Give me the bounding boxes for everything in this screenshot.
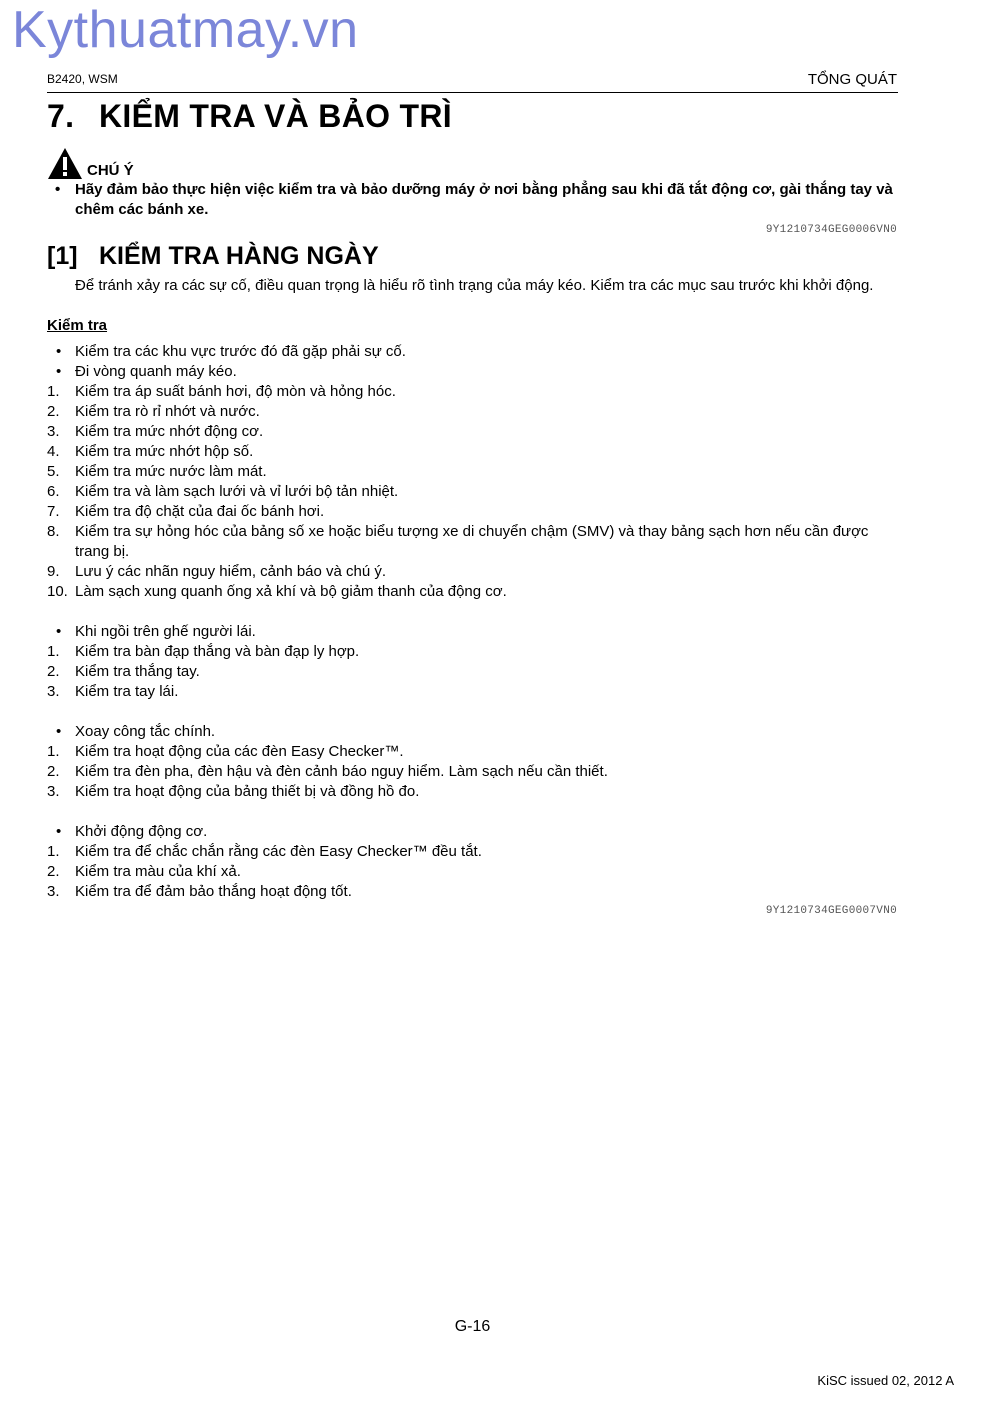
list-marker: 3. — [47, 883, 60, 900]
list-item-text: Kiểm tra hoạt động của bảng thiết bị và đồng hồ đo. — [75, 783, 420, 800]
list-item — [47, 662, 898, 682]
list-item — [47, 582, 898, 602]
section-number: [1] — [47, 242, 78, 270]
list-item — [47, 842, 898, 862]
header-rule — [47, 92, 898, 93]
list-marker: 1. — [47, 383, 60, 400]
list-marker: 2. — [47, 403, 60, 420]
list-marker: 3. — [47, 783, 60, 800]
list-item — [47, 362, 898, 382]
list-marker: 6. — [47, 483, 60, 500]
list-marker: 3. — [47, 423, 60, 440]
list-spacer — [47, 702, 898, 722]
title-text: KIỂM TRA VÀ BẢO TRÌ — [99, 98, 452, 134]
list-item-text: Kiểm tra màu của khí xả. — [75, 863, 241, 880]
list-item — [47, 482, 898, 502]
list-item — [47, 462, 898, 482]
list-item-text: Làm sạch xung quanh ống xả khí và bộ giảm thanh của động cơ. — [75, 583, 507, 600]
list-item-text: Kiểm tra để chắc chắn rằng các đèn Easy Checker™ đều tắt. — [75, 843, 482, 860]
page-number: G-16 — [454, 1318, 491, 1335]
page-title — [47, 98, 452, 135]
list-marker: 2. — [47, 763, 60, 780]
list-marker: 1. — [47, 843, 60, 860]
list-item — [47, 762, 898, 782]
caution-text — [47, 180, 898, 220]
section-title-text: KIỂM TRA HÀNG NGÀY — [99, 242, 379, 270]
list-item-text: Kiểm tra và làm sạch lưới và vỉ lưới bộ tản nhiệt. — [75, 483, 399, 500]
header-chapter: TỔNG QUÁT — [807, 71, 897, 88]
list-item-text: Kiểm tra để đảm bảo thắng hoạt động tốt. — [75, 883, 352, 900]
list-marker: 8. — [47, 523, 60, 540]
list-marker: 1. — [47, 643, 60, 660]
list-marker: • — [56, 823, 62, 840]
caution-text-body: Hãy đảm bảo thực hiện việc kiểm tra và bảo dưỡng máy ở nơi bằng phẳng sau khi đã tắt động cơ, gài thắng tay và chêm các bánh xe. — [75, 181, 893, 218]
list-item-text: Kiểm tra rò rỉ nhớt và nước. — [75, 403, 260, 420]
list-item-text: Đi vòng quanh máy kéo. — [75, 363, 237, 380]
list-item-text: Kiểm tra các khu vực trước đó đã gặp phải sự cố. — [75, 343, 406, 360]
list-item — [47, 722, 898, 742]
title-number: 7. — [47, 98, 75, 134]
list-item — [47, 522, 898, 562]
subheading-check: Kiểm tra — [47, 317, 108, 334]
check-list — [47, 342, 898, 902]
list-item — [47, 622, 898, 642]
list-item — [47, 822, 898, 842]
list-item-text: Kiểm tra sự hỏng hóc của bảng số xe hoặc biểu tượng xe di chuyển chậm (SMV) và thay bảng sạch hơn nếu cần được trang bị. — [75, 523, 869, 560]
caution-bullet: • — [55, 181, 61, 198]
list-marker: 10. — [47, 583, 68, 600]
list-item-text: Kiểm tra hoạt động của các đèn Easy Checker™. — [75, 743, 404, 760]
header-model: B2420, WSM — [47, 72, 118, 86]
list-item — [47, 562, 898, 582]
list-item — [47, 882, 898, 902]
list-item-text: Kiểm tra bàn đạp thắng và bàn đạp ly hợp. — [75, 643, 360, 660]
list-marker: • — [56, 363, 62, 380]
list-item — [47, 342, 898, 362]
issue-info: KiSC issued 02, 2012 A — [817, 1373, 954, 1388]
caution-doc-code: 9Y1210734GEG0006VN0 — [765, 224, 897, 236]
list-item-text: Kiểm tra tay lái. — [75, 683, 179, 700]
list-marker: • — [56, 343, 62, 360]
list-marker: 5. — [47, 463, 60, 480]
list-marker: • — [56, 623, 62, 640]
list-marker: 2. — [47, 663, 60, 680]
list-item-text: Xoay công tắc chính. — [75, 723, 216, 740]
list-item-text: Lưu ý các nhãn nguy hiểm, cảnh báo và chú ý. — [75, 563, 387, 580]
caution-header — [47, 147, 898, 180]
list-marker: 9. — [47, 563, 60, 580]
list-item-text: Kiểm tra đèn pha, đèn hậu và đèn cảnh báo nguy hiểm. Làm sạch nếu cần thiết. — [75, 763, 608, 780]
section-intro: Để tránh xảy ra các sự cố, điều quan trọng là hiểu rõ tình trạng của máy kéo. Kiểm tra các mục sau trước khi khởi động. — [75, 277, 874, 294]
caution-label: CHÚ Ý — [87, 162, 134, 179]
list-item — [47, 402, 898, 422]
list-marker: 3. — [47, 683, 60, 700]
list-item-text: Khi ngồi trên ghế người lái. — [75, 623, 256, 640]
section-doc-code: 9Y1210734GEG0007VN0 — [765, 905, 897, 917]
caution-box — [47, 147, 898, 220]
list-marker: • — [56, 723, 62, 740]
section-title — [47, 242, 379, 271]
list-item-text: Kiểm tra độ chặt của đai ốc bánh hơi. — [75, 503, 325, 520]
list-item — [47, 862, 898, 882]
list-item — [47, 642, 898, 662]
list-item — [47, 442, 898, 462]
list-item — [47, 382, 898, 402]
list-item — [47, 742, 898, 762]
list-item — [47, 502, 898, 522]
list-spacer — [47, 802, 898, 822]
watermark: Kythuatmay.vn — [12, 1, 359, 59]
list-item-text: Kiểm tra mức nước làm mát. — [75, 463, 267, 480]
list-item-text: Kiểm tra mức nhớt hộp số. — [75, 443, 254, 460]
list-item — [47, 422, 898, 442]
list-item-text: Kiểm tra mức nhớt động cơ. — [75, 423, 264, 440]
list-spacer — [47, 602, 898, 622]
list-item — [47, 682, 898, 702]
list-item-text: Kiểm tra thắng tay. — [75, 663, 200, 680]
list-marker: 2. — [47, 863, 60, 880]
list-marker: 7. — [47, 503, 60, 520]
list-item-text: Khởi động động cơ. — [75, 823, 208, 840]
list-marker: 1. — [47, 743, 60, 760]
warning-triangle-icon — [47, 147, 83, 180]
list-item — [47, 782, 898, 802]
list-marker: 4. — [47, 443, 60, 460]
list-item-text: Kiểm tra áp suất bánh hơi, độ mòn và hỏng hóc. — [75, 383, 396, 400]
